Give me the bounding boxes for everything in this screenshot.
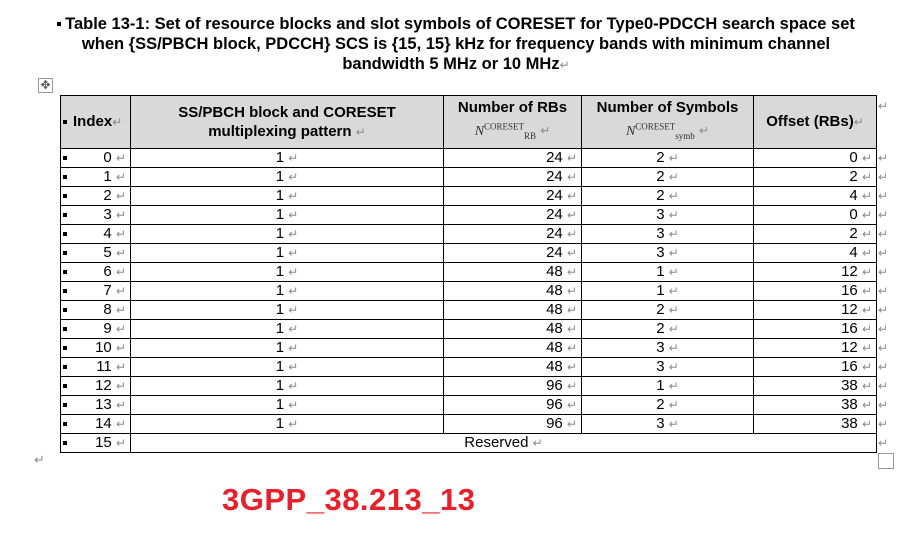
cell-rbs[interactable]: 24 ↵ <box>444 225 582 244</box>
cell-pattern[interactable]: 1 ↵ <box>131 282 444 301</box>
paragraph-mark: ↵ <box>559 58 570 72</box>
table-row <box>61 320 877 339</box>
row-end-mark: ↵ <box>878 189 889 203</box>
cell-index[interactable]: 7 ↵ <box>61 282 131 301</box>
table-caption <box>20 14 892 75</box>
cell-symbols[interactable]: 1 ↵ <box>582 282 754 301</box>
cell-rbs[interactable]: 48 ↵ <box>444 358 582 377</box>
cell-bullet-icon <box>63 327 67 331</box>
cell-symbols[interactable]: 2 ↵ <box>582 396 754 415</box>
cell-pattern[interactable]: 1 ↵ <box>131 358 444 377</box>
cell-offset[interactable]: 16 ↵ <box>754 282 877 301</box>
cell-rbs[interactable]: 48 ↵ <box>444 282 582 301</box>
caption-line-1: Table 13-1: Set of resource blocks and slot symbols of CORESET for Type0-PDCCH search space set <box>20 14 892 34</box>
cell-bullet-icon <box>63 346 67 350</box>
cell-pattern[interactable]: 1 ↵ <box>131 206 444 225</box>
cell-symbols[interactable]: 3 ↵ <box>582 244 754 263</box>
cell-symbols[interactable]: 2 ↵ <box>582 320 754 339</box>
cell-bullet-icon <box>63 289 67 293</box>
table-row <box>61 225 877 244</box>
cell-offset[interactable]: 12 ↵ <box>754 339 877 358</box>
cell-bullet-icon <box>63 175 67 179</box>
cell-index[interactable]: 3 ↵ <box>61 206 131 225</box>
cell-offset[interactable]: 2 ↵ <box>754 168 877 187</box>
table-move-handle-icon[interactable]: ✥ <box>38 78 53 93</box>
cell-offset[interactable]: 0 ↵ <box>754 206 877 225</box>
cell-rbs[interactable]: 96 ↵ <box>444 377 582 396</box>
cell-pattern[interactable]: 1 ↵ <box>131 339 444 358</box>
cell-index[interactable]: 15 ↵ <box>61 434 131 453</box>
table-row <box>61 339 877 358</box>
cell-rbs[interactable]: 48 ↵ <box>444 339 582 358</box>
cell-index[interactable]: 12 ↵ <box>61 377 131 396</box>
cell-index[interactable]: 1 ↵ <box>61 168 131 187</box>
watermark-label: 3GPP_38.213_13 <box>222 482 476 517</box>
cell-pattern[interactable]: 1 ↵ <box>131 320 444 339</box>
cell-offset[interactable]: 4 ↵ <box>754 244 877 263</box>
row-end-mark: ↵ <box>878 151 889 165</box>
row-end-mark: ↵ <box>878 322 889 336</box>
n-rb-coreset-symbol: $N^{CORESET}_{RB}$ <box>474 121 537 141</box>
cell-index[interactable]: 10 ↵ <box>61 339 131 358</box>
cell-bullet-icon <box>63 270 67 274</box>
table-row-reserved <box>61 434 877 453</box>
cell-symbols[interactable]: 3 ↵ <box>582 206 754 225</box>
cell-symbols[interactable]: 3 ↵ <box>582 225 754 244</box>
cell-rbs[interactable]: 96 ↵ <box>444 415 582 434</box>
header-offset[interactable]: Offset (RBs)↵ <box>754 96 877 149</box>
row-end-mark: ↵ <box>878 360 889 374</box>
caption-line-3: bandwidth 5 MHz or 10 MHz↵ <box>342 55 570 73</box>
cell-pattern[interactable]: 1 ↵ <box>131 168 444 187</box>
cell-pattern[interactable]: 1 ↵ <box>131 244 444 263</box>
row-end-mark: ↵ <box>878 170 889 184</box>
row-end-mark: ↵ <box>878 417 889 431</box>
cell-rbs[interactable]: 48 ↵ <box>444 301 582 320</box>
cell-rbs[interactable]: 24 ↵ <box>444 168 582 187</box>
header-index[interactable]: Index↵ <box>61 96 131 149</box>
cell-rbs[interactable]: 96 ↵ <box>444 396 582 415</box>
cell-symbols[interactable]: 1 ↵ <box>582 377 754 396</box>
cell-index[interactable]: 13 ↵ <box>61 396 131 415</box>
cell-pattern[interactable]: 1 ↵ <box>131 149 444 168</box>
cell-offset[interactable]: 0 ↵ <box>754 149 877 168</box>
cell-symbols[interactable]: 3 ↵ <box>582 339 754 358</box>
cell-bullet-icon <box>63 384 67 388</box>
n-symb-coreset-symbol: $N^{CORESET}_{symb}$ <box>625 121 695 141</box>
table-row <box>61 187 877 206</box>
cell-offset[interactable]: 16 ↵ <box>754 320 877 339</box>
cell-index[interactable]: 0 ↵ <box>61 149 131 168</box>
cell-bullet-icon <box>63 120 67 124</box>
cell-offset[interactable]: 38 ↵ <box>754 415 877 434</box>
cell-offset[interactable]: 38 ↵ <box>754 377 877 396</box>
cell-rbs[interactable]: 24 ↵ <box>444 149 582 168</box>
cell-reserved[interactable]: Reserved ↵ <box>131 434 877 453</box>
cell-index[interactable]: 2 ↵ <box>61 187 131 206</box>
table-row <box>61 206 877 225</box>
header-pattern[interactable]: SS/PBCH block and CORESET multiplexing pattern ↵ <box>131 96 444 149</box>
cell-offset[interactable]: 16 ↵ <box>754 358 877 377</box>
cell-symbols[interactable]: 3 ↵ <box>582 358 754 377</box>
cell-symbols[interactable]: 2 ↵ <box>582 301 754 320</box>
cell-rbs[interactable]: 24 ↵ <box>444 206 582 225</box>
cell-bullet-icon <box>63 365 67 369</box>
table-row <box>61 358 877 377</box>
caption-line-2: when {SS/PBCH block, PDCCH} SCS is {15, 15} kHz for frequency bands with minimum channel <box>81 35 831 53</box>
cell-bullet-icon <box>63 308 67 312</box>
cell-index[interactable]: 9 ↵ <box>61 320 131 339</box>
row-end-mark: ↵ <box>878 284 889 298</box>
cell-offset[interactable]: 4 ↵ <box>754 187 877 206</box>
cell-index[interactable]: 5 ↵ <box>61 244 131 263</box>
cell-symbols[interactable]: 1 ↵ <box>582 263 754 282</box>
cell-pattern[interactable]: 1 ↵ <box>131 377 444 396</box>
cell-pattern[interactable]: 1 ↵ <box>131 301 444 320</box>
cell-offset[interactable]: 12 ↵ <box>754 263 877 282</box>
cell-pattern[interactable]: 1 ↵ <box>131 187 444 206</box>
cell-pattern[interactable]: 1 ↵ <box>131 415 444 434</box>
row-end-mark: ↵ <box>878 265 889 279</box>
table-header-row <box>61 96 877 149</box>
table-row <box>61 282 877 301</box>
cell-index[interactable]: 6 ↵ <box>61 263 131 282</box>
cell-bullet-icon <box>63 251 67 255</box>
cell-symbols[interactable]: 2 ↵ <box>582 187 754 206</box>
cell-index[interactable]: 14 ↵ <box>61 415 131 434</box>
cell-symbols[interactable]: 3 ↵ <box>582 415 754 434</box>
cell-pattern[interactable]: 1 ↵ <box>131 225 444 244</box>
cell-rbs[interactable]: 24 ↵ <box>444 244 582 263</box>
table-row <box>61 168 877 187</box>
cell-bullet-icon <box>63 213 67 217</box>
cell-pattern[interactable]: 1 ↵ <box>131 396 444 415</box>
cell-symbols[interactable]: 2 ↵ <box>582 168 754 187</box>
table-row <box>61 396 877 415</box>
table-resize-handle-icon[interactable] <box>878 453 894 469</box>
row-end-mark: ↵ <box>878 398 889 412</box>
cell-bullet-icon <box>63 403 67 407</box>
paragraph-mark-after-table: ↵ <box>34 452 45 467</box>
coreset-table <box>60 95 877 453</box>
cell-index[interactable]: 4 ↵ <box>61 225 131 244</box>
table-row <box>61 377 877 396</box>
cell-bullet-icon <box>63 422 67 426</box>
cell-offset[interactable]: 38 ↵ <box>754 396 877 415</box>
row-end-mark: ↵ <box>878 208 889 222</box>
row-end-mark: ↵ <box>878 379 889 393</box>
row-end-mark: ↵ <box>878 246 889 260</box>
cell-symbols[interactable]: 2 ↵ <box>582 149 754 168</box>
cell-offset[interactable]: 2 ↵ <box>754 225 877 244</box>
cell-index[interactable]: 8 ↵ <box>61 301 131 320</box>
caption-bullet <box>57 22 61 26</box>
row-end-mark: ↵ <box>878 99 889 113</box>
cell-bullet-icon <box>63 232 67 236</box>
header-symbols[interactable]: Number of Symbols $N^{CORESET}_{symb}$ ↵ <box>582 96 754 149</box>
cell-rbs[interactable]: 48 ↵ <box>444 320 582 339</box>
row-end-marks <box>878 95 894 453</box>
table-row <box>61 301 877 320</box>
table-row <box>61 149 877 168</box>
row-end-mark: ↵ <box>878 303 889 317</box>
row-end-mark: ↵ <box>878 436 889 450</box>
row-end-mark: ↵ <box>878 227 889 241</box>
cell-rbs[interactable]: 48 ↵ <box>444 263 582 282</box>
cell-offset[interactable]: 12 ↵ <box>754 301 877 320</box>
cell-bullet-icon <box>63 194 67 198</box>
row-end-mark: ↵ <box>878 341 889 355</box>
cell-bullet-icon <box>63 441 67 445</box>
table-row <box>61 415 877 434</box>
table-row <box>61 263 877 282</box>
cell-bullet-icon <box>63 156 67 160</box>
cell-index[interactable]: 11 ↵ <box>61 358 131 377</box>
table-row <box>61 244 877 263</box>
header-rbs[interactable]: Number of RBs $N^{CORESET}_{RB}$ ↵ <box>444 96 582 149</box>
cell-pattern[interactable]: 1 ↵ <box>131 263 444 282</box>
cell-rbs[interactable]: 24 ↵ <box>444 187 582 206</box>
